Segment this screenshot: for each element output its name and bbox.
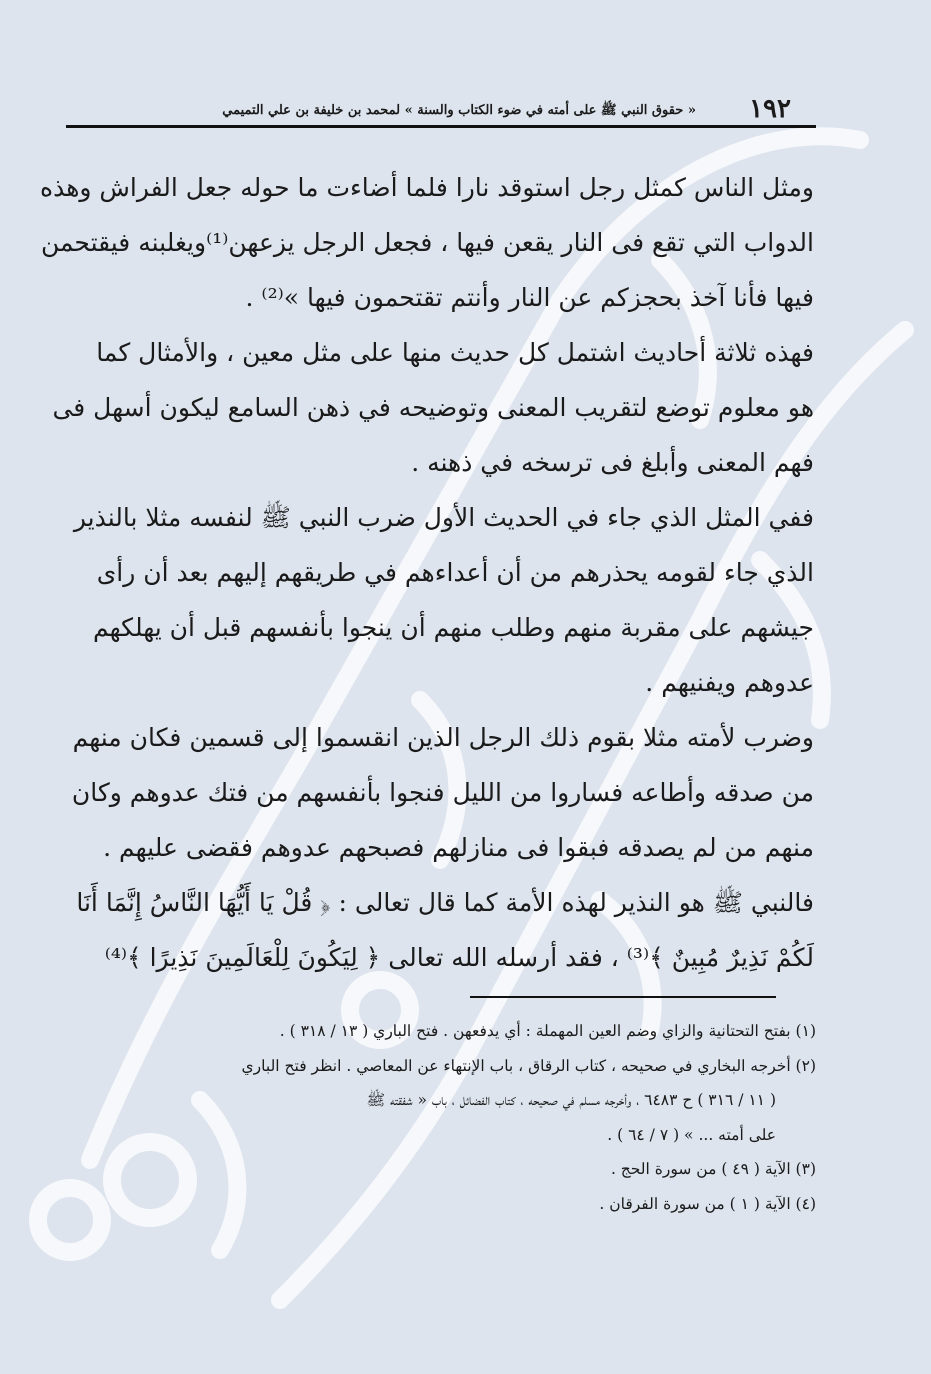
text-line: من صدقه وأطاعه فساروا من الليل فنجوا بأنفسهم من فتك عدوهم وكان: [71, 778, 814, 807]
footnote-line: (١) بفتح التحتانية والزاي وضم العين المهملة : أي يدفعهن . فتح الباري ( ١٣ / ٣١٨ ) .: [279, 1022, 816, 1040]
footnote-line: (٢) أخرجه البخاري في صحيحه ، كتاب الرقاق ، باب الإنتهاء عن المعاصي . انظر فتح الباري: [241, 1056, 816, 1075]
text-line: فالنبي ﷺ هو النذير لهذه الأمة كما قال تعالى : ﴿ قُلْ يَا أَيُّهَا النَّاسُ إِنَّمَا أَنَا: [76, 888, 814, 917]
text-line: فهذه ثلاثة أحاديث اشتمل كل حديث منها على مثل معين ، والأمثال كما: [96, 338, 814, 367]
text-line: لَكُمْ نَذِيرٌ مُبِينٌ ﴾⁽³⁾ ، فقد أرسله الله تعالى ﴿ لِيَكُونَ لِلْعَالَمِينَ نَذِيرًا ﴾⁽⁴⁾: [104, 943, 814, 972]
text-line: فهم المعنى وأبلغ فى ترسخه في ذهنه .: [411, 448, 814, 477]
footnote-separator: [470, 996, 776, 998]
text-line: جيشهم على مقربة منهم وطلب منهم أن ينجوا بأنفسهم قبل أن يهلكهم: [93, 613, 814, 642]
text-line: ومثل الناس كمثل رجل استوقد نارا فلما أضاءت ما حوله جعل الفراش وهذه: [39, 173, 814, 202]
text-line: فيها فأنا آخذ بحجزكم عن النار وأنتم تقتحمون فيها »⁽²⁾ .: [245, 283, 814, 312]
footnotes: [66, 1014, 816, 1221]
text-line: الذي جاء لقومه يحذرهم من أن أعداءهم في طريقهم إليهم بعد أن رأى: [96, 558, 814, 587]
text-line: عدوهم ويفنيهم .: [645, 668, 814, 697]
footnote-line: على أمته ... » ( ٧ / ٦٤ ) .: [607, 1125, 776, 1144]
page-header: [66, 92, 816, 128]
header-rule: [66, 125, 816, 128]
text-line: منهم من لم يصدقه فبقوا فى منازلهم فصبحهم عدوهم فقضى عليهم .: [103, 833, 814, 862]
running-title: « حقوق النبي ﷺ على أمته في ضوء الكتاب والسنة » لمحمد بن خليفة بن علي التميمي: [222, 103, 696, 118]
footnote-line: ( ١١ / ٣١٦ ) ح ٦٤٨٣ ، وأخرجه مسلم في صحيحه ، كتاب الفضائل ، باب « شفقته ﷺ: [366, 1091, 776, 1109]
text-line: وضرب لأمته مثلا بقوم ذلك الرجل الذين انقسموا إلى قسمين فكان منهم: [72, 723, 814, 752]
page-number: ١٩٢: [749, 94, 791, 124]
main-text: [39, 160, 814, 985]
text-line: ففي المثل الذي جاء في الحديث الأول ضرب النبي ﷺ لنفسه مثلا بالنذير: [73, 503, 814, 532]
text-line: هو معلوم توضع لتقريب المعنى وتوضيحه في ذهن السامع ليكون أسهل فى: [52, 393, 814, 422]
footnote-line: (٤) الآية ( ١ ) من سورة الفرقان .: [599, 1194, 816, 1213]
footnote-line: (٣) الآية ( ٤٩ ) من سورة الحج .: [610, 1160, 816, 1178]
text-line: الدواب التي تقع فى النار يقعن فيها ، فجعل الرجل يزعهن⁽¹⁾ويغلبنه فيقتحمن: [40, 228, 814, 257]
